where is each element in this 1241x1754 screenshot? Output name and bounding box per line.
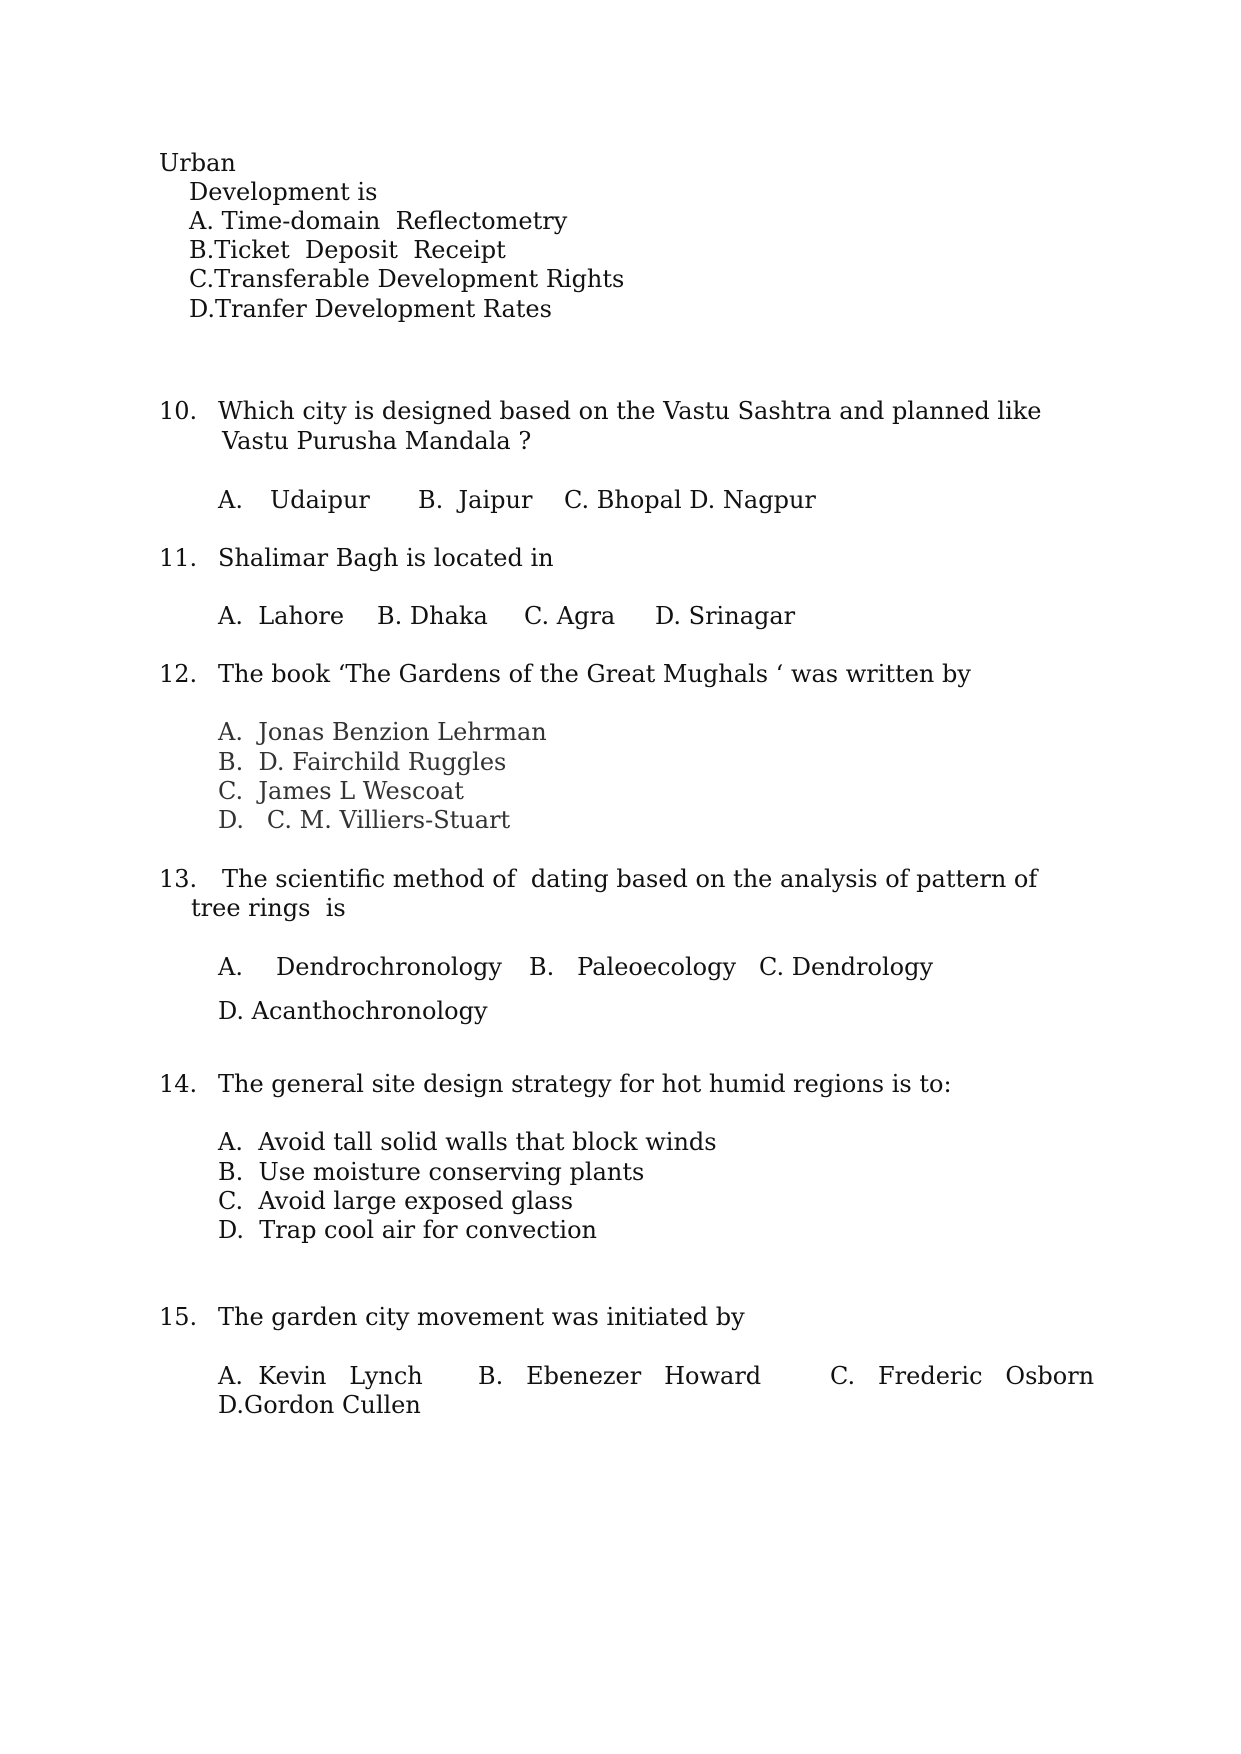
q15-option-b: B. Ebenezer Howard: [478, 1362, 762, 1390]
q14-number: 14.: [159, 1070, 198, 1098]
q9-option-b: B.Ticket Deposit Receipt: [189, 236, 506, 264]
q13-option-c: C. Dendrology: [759, 953, 933, 981]
q9-text-line1: Urban: [159, 149, 236, 177]
q10-text-line1: Which city is designed based on the Vastu Sashtra and planned like: [218, 397, 1042, 425]
q13-option-d: D. Acanthochronology: [218, 997, 488, 1025]
q11-option-a: A. Lahore: [218, 602, 345, 630]
q13-option-a: Dendrochronology: [276, 953, 502, 981]
q12-option-a: A. Jonas Benzion Lehrman: [218, 718, 547, 746]
q13-option-b: B. Paleoecology: [529, 953, 736, 981]
q13-option-a-letter: A.: [218, 953, 243, 981]
q9-option-c: C.Transferable Development Rights: [189, 265, 625, 293]
q15-option-c: C. Frederic Osborn: [830, 1362, 1095, 1390]
q11-option-c: C. Agra: [524, 602, 616, 630]
q9-option-a: A. Time-domain Reflectometry: [189, 207, 568, 235]
q15-option-d: D.Gordon Cullen: [218, 1391, 421, 1419]
q12-text-line1: The book ‘The Gardens of the Great Mughals ‘ was written by: [218, 660, 971, 688]
q10-option-b: B. Jaipur: [418, 486, 533, 514]
q9-text-line2: Development is: [189, 178, 378, 206]
q10-number: 10.: [159, 397, 198, 425]
q15-text-line1: The garden city movement was initiated by: [218, 1303, 745, 1331]
q14-option-b: B. Use moisture conserving plants: [218, 1158, 645, 1186]
q15-number: 15.: [159, 1303, 198, 1331]
q9-option-d: D.Tranfer Development Rates: [189, 295, 552, 323]
q14-option-a: A. Avoid tall solid walls that block winds: [218, 1128, 717, 1156]
q13-number: 13.: [159, 865, 198, 893]
q14-option-d: D. Trap cool air for convection: [218, 1216, 597, 1244]
q13-text-line1: The scientific method of dating based on the analysis of pattern of: [222, 865, 1038, 893]
q11-text-line1: Shalimar Bagh is located in: [218, 544, 554, 572]
q14-option-c: C. Avoid large exposed glass: [218, 1187, 574, 1215]
q12-option-b: B. D. Fairchild Ruggles: [218, 748, 507, 776]
q11-option-b: B. Dhaka: [377, 602, 488, 630]
q12-option-c: C. James L Wescoat: [218, 777, 464, 805]
q12-number: 12.: [159, 660, 198, 688]
q11-number: 11.: [159, 544, 198, 572]
q11-option-d: D. Srinagar: [655, 602, 796, 630]
q15-option-a: A. Kevin Lynch: [218, 1362, 423, 1390]
q10-text-line2: Vastu Purusha Mandala ?: [222, 427, 532, 455]
q10-option-a-letter: A.: [218, 486, 243, 514]
q10-option-a: Udaipur: [270, 486, 370, 514]
q13-text-line2: tree rings is: [191, 894, 346, 922]
q14-text-line1: The general site design strategy for hot humid regions is to:: [218, 1070, 952, 1098]
q10-option-cd: C. Bhopal D. Nagpur: [564, 486, 816, 514]
q12-option-d: D. C. M. Villiers-Stuart: [218, 806, 511, 834]
